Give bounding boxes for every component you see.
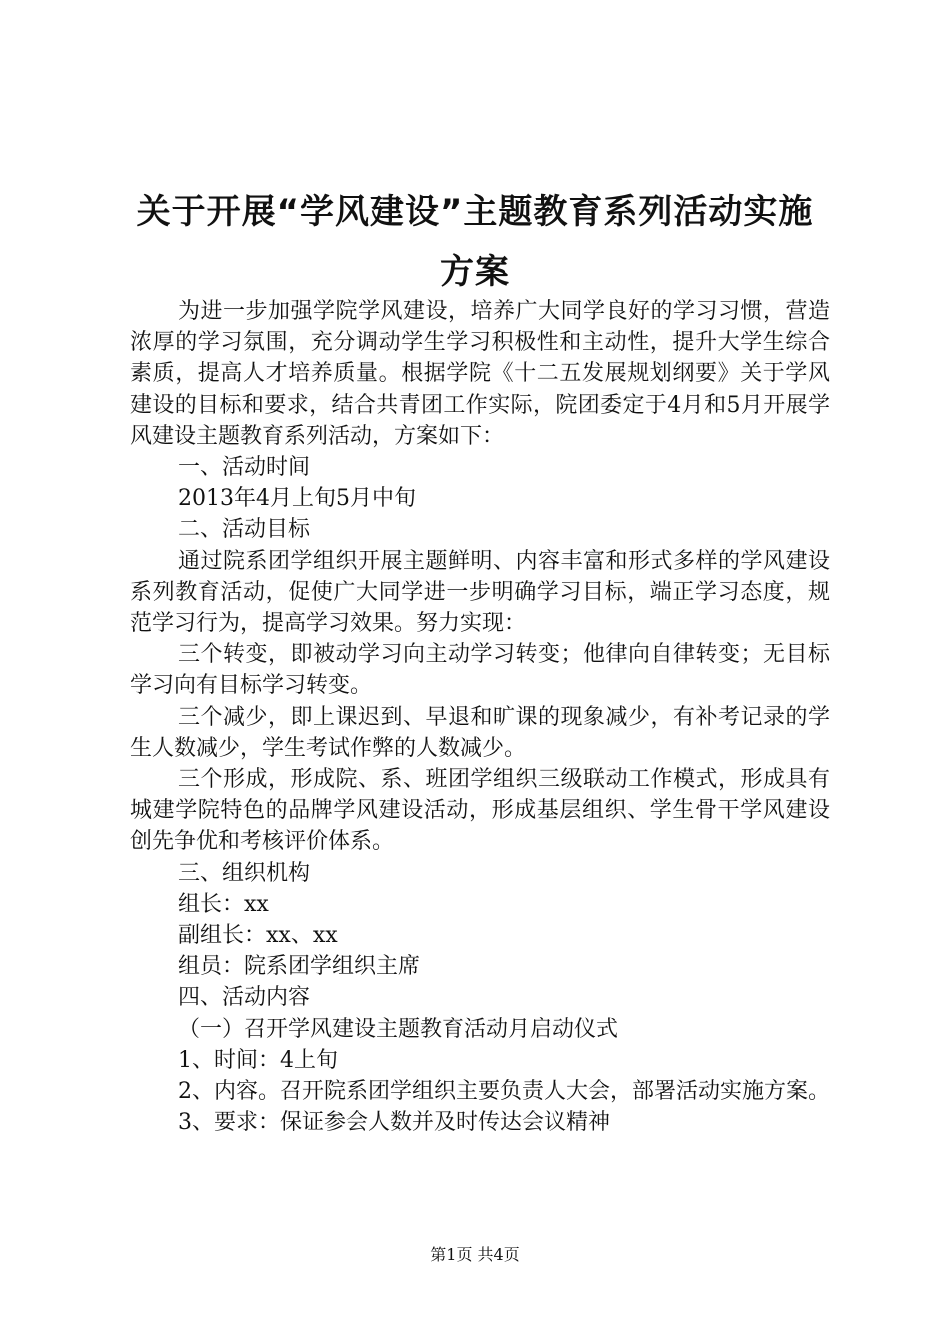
activity-time-text: 2013年4月上旬5月中旬 [178,486,416,512]
section-heading-activity-goal: 二、活动目标 [178,517,311,543]
team-leader-line: 组长：xx [178,891,269,917]
document-title-line-2: 方案 [440,252,510,292]
members-line: 组员：院系团学组织主席 [178,954,421,980]
section-heading-activity-content: 四、活动内容 [178,985,311,1011]
page-number-footer: 第1页 共4页 [430,1245,520,1264]
deputy-leader-line: 副组长：xx、xx [178,923,338,949]
item-content: 2、内容。召开院系团学组织主要负责人大会，部署活动实施方案。 [178,1079,830,1105]
subsection-heading-launch-ceremony: （一）召开学风建设主题教育活动月启动仪式 [178,1016,619,1042]
three-changes-paragraph: 三个转变，即被动学习向主动学习转变；他律向自律转变；无目标学习向有目标学习转变。 [130,642,830,699]
activity-goal-paragraph: 通过院系团学组织开展主题鲜明、内容丰富和形式多样的学风建设系列教育活动，促使广大同学进一步明确学习目标，端正学习态度，规范学习行为，提高学习效果。努力实现： [130,548,830,637]
section-heading-activity-time: 一、活动时间 [178,455,311,481]
intro-paragraph: 为进一步加强学院学风建设，培养广大同学良好的学习习惯，营造浓厚的学习氛围，充分调动学生学习积极性和主动性，提升大学生综合素质，提高人才培养质量。根据学院《十二五发展规划纲要》关于学风建设的目标和要求，结合共青团工作实际，院团委定于4月和5月开展学风建设主题教育系列活动，方案如下： [130,299,830,449]
item-requirement: 3、要求：保证参会人数并及时传达会议精神 [178,1110,610,1136]
document-body [130,296,830,1138]
three-reductions-paragraph: 三个减少，即上课迟到、早退和旷课的现象减少，有补考记录的学生人数减少，学生考试作弊的人数减少。 [130,704,830,761]
document-title-line-1: 关于开展“学风建设”主题教育系列活动实施 [136,192,814,232]
section-heading-organization: 三、组织机构 [178,860,311,886]
three-formations-paragraph: 三个形成，形成院、系、班团学组织三级联动工作模式，形成具有城建学院特色的品牌学风建设活动，形成基层组织、学生骨干学风建设创先争优和考核评价体系。 [130,767,830,855]
item-time: 1、时间：4上旬 [178,1047,338,1073]
